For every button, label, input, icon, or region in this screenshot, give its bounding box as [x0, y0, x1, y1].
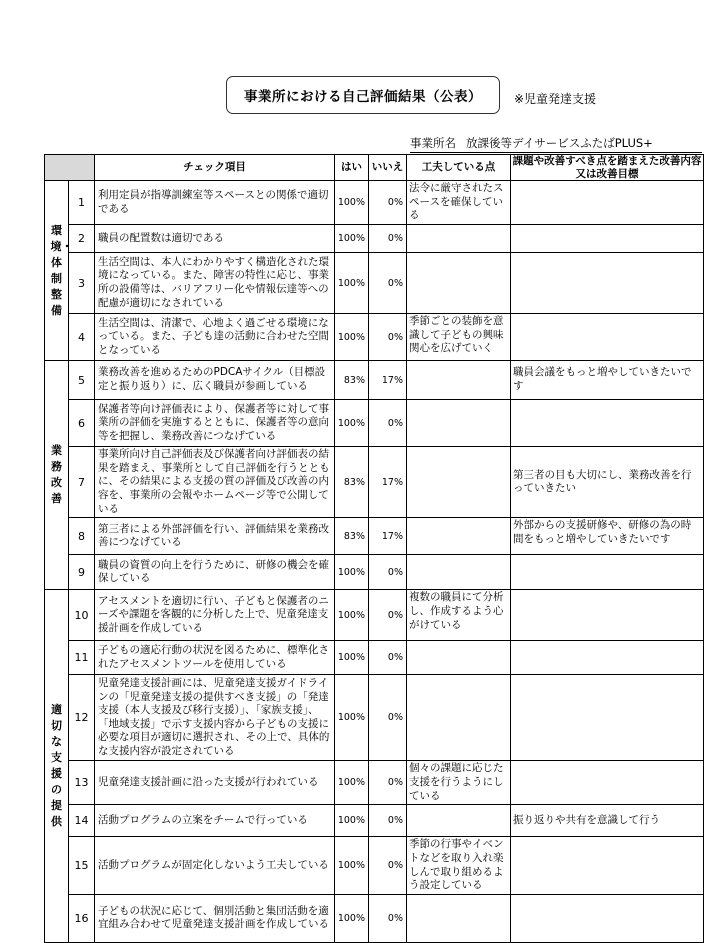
check-item-text: 保護者等向け評価表により、保護者等に対して事業所の評価を実施するとともに、保護者等の意向等を把握し、業務改善につなげている [95, 400, 335, 447]
row-number: 8 [69, 518, 95, 555]
table-row [45, 761, 704, 805]
yes-percent: 100% [335, 837, 369, 895]
yes-percent: 83% [335, 361, 369, 400]
row-number: 6 [69, 400, 95, 447]
improvement-cell [511, 675, 704, 761]
check-item-text: 活動プログラムが固定化しないよう工夫している [95, 837, 335, 895]
row-number: 3 [69, 253, 95, 314]
table-row [45, 837, 704, 895]
row-number: 2 [69, 225, 95, 253]
improvement-cell [511, 225, 704, 253]
improvement-cell: 振り返りや共有を意識して行う [511, 805, 704, 837]
check-item-text: 業務改善を進めるためのPDCAサイクル（目標設定と振り返り）に、広く職員が参画している [95, 361, 335, 400]
table-row [45, 447, 704, 518]
effort-cell: 個々の課題に応じた支援を行うようにしている [407, 761, 511, 805]
effort-cell [407, 894, 511, 942]
no-percent: 0% [369, 253, 407, 314]
header-no: いいえ [369, 155, 407, 181]
improvement-cell [511, 590, 704, 641]
effort-cell [407, 555, 511, 590]
check-item-text: 職員の資質の向上を行うために、研修の機会を確保している [95, 555, 335, 590]
effort-cell: 季節ごとの装飾を意識して子どもの興味関心を広げていく [407, 314, 511, 361]
no-percent: 0% [369, 181, 407, 225]
row-number: 14 [69, 805, 95, 837]
check-item-text: 子どもの状況に応じて、個別活動と集団活動を適宜組み合わせて児童発達支援計画を作成している [95, 894, 335, 942]
header-improvement: 課題や改善すべき点を踏まえた改善内容又は改善目標 [511, 155, 704, 181]
no-percent: 0% [369, 641, 407, 675]
office-label: 事業所名 [410, 136, 456, 150]
improvement-cell: 第三者の目も大切にし、業務改善を行っていきたい [511, 447, 704, 518]
effort-cell [407, 400, 511, 447]
table-row [45, 805, 704, 837]
document-title: 事業所における自己評価結果（公表） [226, 76, 500, 114]
table-row [45, 894, 704, 942]
table-row [45, 518, 704, 555]
row-number: 1 [69, 181, 95, 225]
yes-percent: 100% [335, 253, 369, 314]
effort-cell [407, 361, 511, 400]
row-number: 12 [69, 675, 95, 761]
check-item-text: アセスメントを適切に行い、子どもと保護者のニーズや課題を客観的に分析した上で、児童発達支援計画を作成している [95, 590, 335, 641]
effort-cell [407, 518, 511, 555]
row-number: 4 [69, 314, 95, 361]
no-percent: 17% [369, 447, 407, 518]
table-row [45, 641, 704, 675]
no-percent: 0% [369, 675, 407, 761]
office-name-line [410, 135, 702, 153]
header-check-item: チェック項目 [95, 155, 335, 181]
check-item-text: 活動プログラムの立案をチームで行っている [95, 805, 335, 837]
office-name: 放課後等デイサービスふたばPLUS+ [466, 136, 653, 150]
yes-percent: 100% [335, 805, 369, 837]
effort-cell [407, 447, 511, 518]
no-percent: 0% [369, 400, 407, 447]
row-number: 10 [69, 590, 95, 641]
table-row [45, 555, 704, 590]
improvement-cell [511, 181, 704, 225]
table-row [45, 590, 704, 641]
yes-percent: 100% [335, 590, 369, 641]
table-row [45, 181, 704, 225]
table-row [45, 675, 704, 761]
no-percent: 0% [369, 225, 407, 253]
service-type-note: ※児童発達支援 [514, 92, 597, 106]
yes-percent: 100% [335, 181, 369, 225]
no-percent: 0% [369, 590, 407, 641]
yes-percent: 100% [335, 555, 369, 590]
header-yes: はい [335, 155, 369, 181]
improvement-cell [511, 894, 704, 942]
effort-cell [407, 675, 511, 761]
table-row [45, 225, 704, 253]
improvement-cell: 外部からの支援研修や、研修の為の時間をもっと増やしていきたいです [511, 518, 704, 555]
effort-cell [407, 805, 511, 837]
table-row [45, 314, 704, 361]
improvement-cell [511, 555, 704, 590]
improvement-cell [511, 641, 704, 675]
yes-percent: 100% [335, 675, 369, 761]
improvement-cell [511, 761, 704, 805]
row-number: 7 [69, 447, 95, 518]
no-percent: 0% [369, 761, 407, 805]
no-percent: 17% [369, 518, 407, 555]
effort-cell: 法令に厳守されたスペースを確保している [407, 181, 511, 225]
row-number: 11 [69, 641, 95, 675]
header-corner [45, 155, 95, 181]
yes-percent: 100% [335, 225, 369, 253]
no-percent: 0% [369, 837, 407, 895]
section-label-operations: 業務改善 [45, 361, 69, 590]
yes-percent: 100% [335, 641, 369, 675]
effort-cell [407, 253, 511, 314]
check-item-text: 生活空間は、本人にわかりやすく構造化された環境になっている。また、障害の特性に応じ、事業所の設備等は、バリアフリー化や情報伝達等への配慮が適切になされている [95, 253, 335, 314]
improvement-cell: 職員会議をもっと増やしていきたいです [511, 361, 704, 400]
yes-percent: 100% [335, 894, 369, 942]
check-item-text: 利用定員が指導訓練室等スペースとの関係で適切である [95, 181, 335, 225]
effort-cell [407, 225, 511, 253]
improvement-cell [511, 837, 704, 895]
check-item-text: 児童発達支援計画に沿った支援が行われている [95, 761, 335, 805]
check-item-text: 第三者による外部評価を行い、評価結果を業務改善につなげている [95, 518, 335, 555]
no-percent: 0% [369, 894, 407, 942]
header-effort: 工夫している点 [407, 155, 511, 181]
section-label-environment: 環境・体制整備 [45, 181, 69, 361]
check-item-text: 児童発達支援計画には、児童発達支援ガイドラインの「児童発達支援の提供すべき支援」の「発達支援（本人支援及び移行支援）」、「家族支援」、「地域支援」で示す支援内容から子どもの支援に必要な項目が適切に選択され、その上で、具体的な支援内容が設定されている [95, 675, 335, 761]
self-evaluation-table [44, 154, 704, 943]
table-header-row [45, 155, 704, 181]
improvement-cell [511, 314, 704, 361]
row-number: 15 [69, 837, 95, 895]
effort-cell: 季節の行事やイベントなどを取り入れ楽しんで取り組めるよう設定している [407, 837, 511, 895]
yes-percent: 100% [335, 761, 369, 805]
yes-percent: 83% [335, 447, 369, 518]
no-percent: 0% [369, 555, 407, 590]
check-item-text: 生活空間は、清潔で、心地よく過ごせる環境になっている。また、子ども達の活動に合わせた空間となっている [95, 314, 335, 361]
table-row [45, 400, 704, 447]
yes-percent: 100% [335, 314, 369, 361]
no-percent: 0% [369, 314, 407, 361]
check-item-text: 子どもの適応行動の状況を図るために、標準化されたアセスメントツールを使用している [95, 641, 335, 675]
row-number: 13 [69, 761, 95, 805]
check-item-text: 職員の配置数は適切である [95, 225, 335, 253]
check-item-text: 事業所向け自己評価表及び保護者向け評価表の結果を踏まえ、事業所として自己評価を行うとともに、その結果による支援の質の評価及び改善の内容を、事業所の会報やホームページ等で公開している [95, 447, 335, 518]
no-percent: 17% [369, 361, 407, 400]
row-number: 9 [69, 555, 95, 590]
section-label-support: 適切な支援の提供 [45, 590, 69, 942]
effort-cell: 複数の職員にて分析し、作成するよう心がけている [407, 590, 511, 641]
effort-cell [407, 641, 511, 675]
improvement-cell [511, 400, 704, 447]
improvement-cell [511, 253, 704, 314]
table-row [45, 361, 704, 400]
row-number: 5 [69, 361, 95, 400]
row-number: 16 [69, 894, 95, 942]
table-row [45, 253, 704, 314]
no-percent: 0% [369, 805, 407, 837]
yes-percent: 83% [335, 518, 369, 555]
yes-percent: 100% [335, 400, 369, 447]
